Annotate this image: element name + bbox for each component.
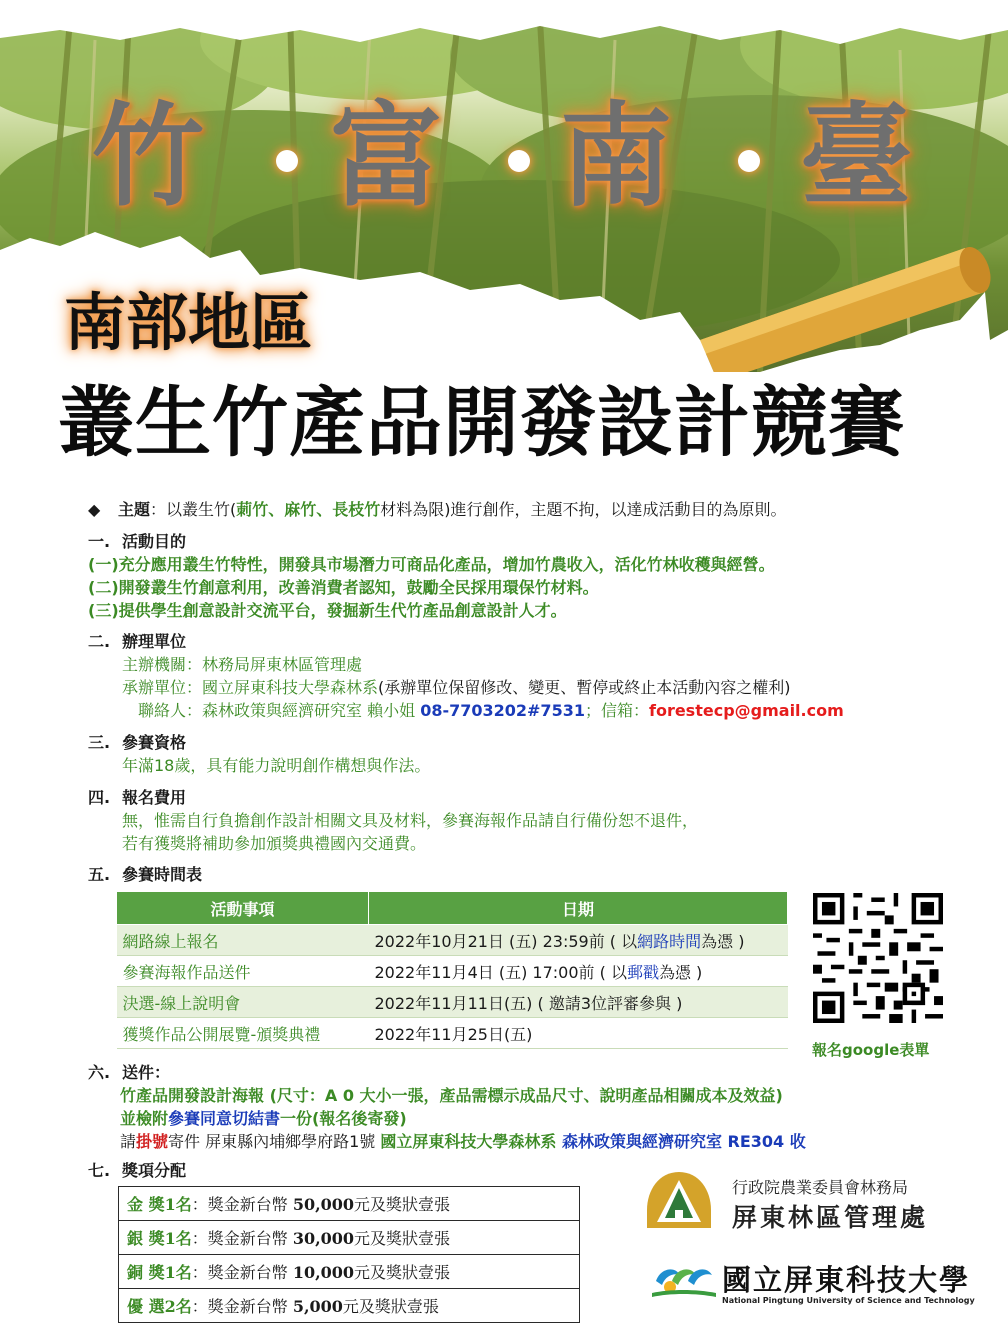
registered-mail: 掛號	[136, 1132, 169, 1151]
host-agency: 主辦機關：林務局屏東林區管理處	[122, 655, 363, 674]
slogan-char-4: 臺	[800, 91, 912, 222]
award-name: 銀 獎1名	[127, 1229, 192, 1248]
eligibility-section	[88, 731, 430, 777]
award-pre: ：獎金新台幣	[191, 1263, 293, 1282]
table-row	[119, 1255, 580, 1289]
schedule-heading: 參賽時間表	[122, 865, 203, 884]
mail-recipient: 森林政策與經濟研究室 RE304 收	[561, 1132, 806, 1151]
award-name: 優 選2名	[127, 1297, 192, 1316]
slogan-char-3: 南	[560, 91, 672, 222]
award-amount: 50,000	[292, 1195, 355, 1214]
schedule-date: 2022年11月25日(五)	[374, 1024, 533, 1044]
purpose-item-1: (一)充分應用叢生竹特性，開發具市場潛力可商品化產品，增加竹農收入，活化竹林收穫與經營。	[88, 555, 775, 574]
purpose-number: 一.	[88, 532, 111, 551]
schedule-event: 獲獎作品公開展覽-頒獎典禮	[117, 1018, 369, 1049]
award-name: 金 獎1名	[127, 1195, 192, 1214]
co-organizer-note: (承辦單位保留修改、變更、暫停或終止本活動內容之權利)	[378, 678, 791, 697]
mail-address: 寄件 屏東縣內埔鄉學府路1號	[168, 1132, 381, 1151]
schedule-table	[116, 891, 788, 1049]
awards-number: 七.	[88, 1161, 111, 1180]
agency-name: 行政院農業委員會林務局	[732, 1178, 909, 1197]
diamond-bullet-icon: ◆	[88, 500, 101, 519]
award-post: 元及獎狀壹張	[342, 1297, 439, 1316]
award-pre: ：獎金新台幣	[191, 1195, 293, 1214]
schedule-date: 2022年10月21日 (五) 23:59前 ( 以	[374, 931, 638, 951]
schedule-event: 參賽海報作品送件	[117, 956, 369, 987]
schedule-date-end: 為憑 )	[701, 931, 745, 951]
award-post: 元及獎狀壹張	[354, 1263, 451, 1282]
contact-email-link[interactable]: forestecp@gmail.com	[648, 701, 844, 720]
schedule-date-end: 為憑 )	[658, 962, 703, 982]
registration-qr-code-icon[interactable]	[813, 893, 943, 1023]
purpose-item-2: (二)開發叢生竹創意利用，改善消費者認知，鼓勵全民採用環保竹材料。	[88, 578, 599, 597]
theme-species: 莿竹、麻竹、長枝竹	[236, 500, 381, 519]
fee-line-2: 若有獲獎將補助參加頒獎典禮國內交通費。	[122, 834, 427, 853]
slogan-char-1: 竹	[92, 91, 204, 222]
agency-office: 屏東林區管理處	[732, 1203, 929, 1232]
table-row	[119, 1187, 580, 1221]
university-logo-icon	[650, 1255, 718, 1301]
fee-line-1: 無，惟需自行負擔創作設計相關文具及材料，參賽海報作品請自行備份恕不退件，	[122, 811, 699, 830]
slogan-dot-2	[508, 150, 530, 172]
submission-attach-note: 一份(報名後寄發)	[280, 1109, 407, 1128]
forestry-bureau-logo-icon	[645, 1170, 713, 1232]
eligibility-text: 年滿18歲，具有能力說明創作構想與作法。	[122, 756, 431, 775]
organizer-number: 二.	[88, 632, 111, 651]
organizer-heading: 辦理單位	[122, 632, 187, 651]
fee-section	[88, 786, 698, 855]
slogan-title	[0, 92, 1008, 222]
contact-phone[interactable]: 08-7703202#7531	[420, 701, 585, 720]
table-row	[117, 925, 788, 956]
slogan-dot-3	[738, 150, 760, 172]
competition-title: 叢生竹產品開發設計競賽	[58, 378, 905, 467]
awards-section	[88, 1159, 186, 1182]
award-pre: ：獎金新台幣	[191, 1297, 293, 1316]
mail-department: 國立屏東科技大學森林系	[380, 1132, 562, 1151]
contact-person: 聯絡人：森林政策與經濟研究室 賴小姐	[138, 701, 421, 720]
schedule-date-highlight: 網路時間	[637, 931, 702, 951]
schedule-header-row	[117, 892, 788, 925]
submission-number: 六.	[88, 1063, 111, 1082]
schedule-number: 五.	[88, 865, 111, 884]
submission-poster-spec: (尺寸：A 0 大小一張，產品需標示成品尺寸、說明產品相關成本及效益)	[264, 1086, 783, 1105]
award-pre: ：獎金新台幣	[191, 1229, 293, 1248]
schedule-date: 2022年11月11日(五) ( 邀請3位評審參與 )	[374, 993, 683, 1013]
theme-label: 主題	[118, 500, 151, 519]
table-row	[117, 987, 788, 1018]
purpose-section	[88, 530, 775, 622]
award-name: 銅 獎1名	[127, 1263, 192, 1282]
purpose-item-3: (三)提供學生創意設計交流平台，發掘新生代竹產品創意設計人才。	[88, 601, 567, 620]
mail-instruction: 請	[120, 1132, 137, 1151]
submission-poster: 竹產品開發設計海報	[120, 1086, 265, 1105]
schedule-col-event: 活動事項	[117, 892, 369, 925]
schedule-col-date: 日期	[369, 892, 788, 925]
table-row	[119, 1289, 580, 1323]
award-amount: 5,000	[292, 1297, 343, 1316]
award-amount: 30,000	[292, 1229, 355, 1248]
co-organizer: 承辦單位：國立屏東科技大學森林系	[122, 678, 379, 697]
fee-heading: 報名費用	[122, 788, 187, 807]
university-name-en: National Pingtung University of Science and Technology	[722, 1296, 975, 1305]
eligibility-heading: 參賽資格	[122, 733, 187, 752]
schedule-section	[88, 863, 202, 886]
submission-attach: 並檢附	[120, 1109, 169, 1128]
awards-heading: 獎項分配	[122, 1161, 187, 1180]
awards-table	[118, 1186, 580, 1323]
email-label: ；信箱：	[584, 701, 649, 720]
submission-section	[88, 1061, 806, 1153]
slogan-dot-1	[276, 150, 298, 172]
schedule-event: 決選-線上說明會	[117, 987, 369, 1018]
award-amount: 10,000	[292, 1263, 355, 1282]
table-row	[119, 1221, 580, 1255]
theme-prefix: ：以叢生竹(	[150, 500, 237, 519]
qr-code-label: 報名google表單	[812, 1041, 930, 1059]
organizer-section	[88, 630, 844, 722]
slogan-char-2: 富	[330, 91, 442, 222]
schedule-date: 2022年11月4日 (五) 17:00前 ( 以	[374, 962, 627, 982]
purpose-heading: 活動目的	[122, 532, 187, 551]
theme-suffix: 材料為限)進行創作，主題不拘，以達成活動目的為原則。	[380, 500, 787, 519]
theme-line	[88, 498, 787, 521]
table-row	[117, 1018, 788, 1049]
consent-form: 參賽同意切結書	[168, 1109, 281, 1128]
award-post: 元及獎狀壹張	[354, 1195, 451, 1214]
fee-number: 四.	[88, 788, 111, 807]
award-post: 元及獎狀壹張	[354, 1229, 451, 1248]
table-row	[117, 956, 788, 987]
schedule-event: 網路線上報名	[117, 925, 369, 956]
schedule-date-highlight: 郵戳	[626, 962, 659, 982]
submission-heading: 送件：	[122, 1063, 171, 1082]
eligibility-number: 三.	[88, 733, 111, 752]
region-subtitle: 南部地區	[64, 286, 313, 359]
university-name: 國立屏東科技大學	[722, 1263, 971, 1297]
